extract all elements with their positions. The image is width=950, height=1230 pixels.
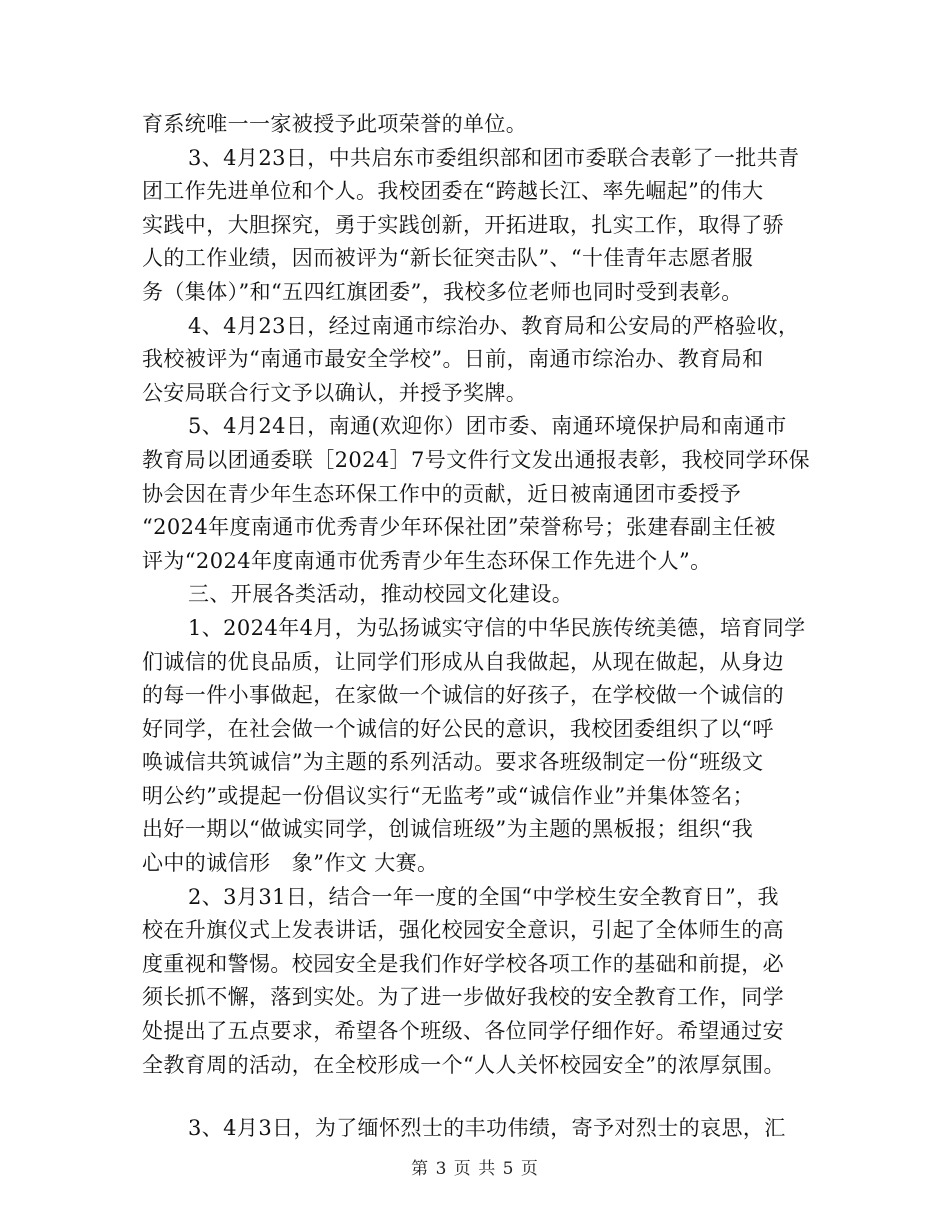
text-line: 育系统唯一一家被授予此项荣誉的单位。 [142,112,528,136]
text-line: 5、4月24日，南通(欢迎你）团市委、南通环境保护局和南通市 [188,414,787,439]
text-line: 好同学，在社会做一个诚信的好公民的意识，我校团委组织了以“呼 [142,716,774,741]
text-line: 3、4月23日，中共启东市委组织部和团市委联合表彰了一批共青 [188,145,800,170]
text-line: 们诚信的优良品质，让同学们形成从自我做起，从现在做起，从身边 [142,649,784,674]
text-line: 协会因在青少年生态环保工作中的贡献，近日被南通团市委授予 [142,481,742,506]
text-line: 全教育周的活动，在全校形成一个“人人关怀校园安全”的浓厚氛围。 [142,1052,785,1077]
text-line: 的每一件小事做起，在家做一个诚信的好孩子，在学校做一个诚信的 [142,683,784,708]
text-line: 实践中，大胆探究，勇于实践创新，开拓进取，扎实工作，取得了骄 [142,212,784,237]
text-line: “2024年度南通市优秀青少年环保社团”荣誉称号；张建春副主任被 [142,515,776,540]
text-line: 处提出了五点要求，希望各个班级、各位同学仔细作好。希望通过安 [142,1019,784,1044]
text-line: 心中的诚信形 象”作文 大赛。 [142,851,439,876]
text-line: 校在升旗仪式上发表讲话，强化校园安全意识，引起了全体师生的高 [142,918,784,943]
text-line: 公安局联合行文予以确认，并授予奖牌。 [142,380,528,405]
section-heading: 三、开展各类活动，推动校园文化建设。 [188,582,574,607]
text-line: 教育局以团通委联［2024］7号文件行文发出通报表彰，我校同学环保 [142,447,811,472]
text-line: 2、3月31日，结合一年一度的全国“中学校生安全教育日”，我 [188,884,779,909]
text-line: 须长抓不懈，落到实处。为了进一步做好我校的安全教育工作，同学 [142,985,784,1010]
text-line: 明公约”或提起一份倡议实行“无监考”或“诚信作业”并集体签名； [142,783,755,808]
text-line: 人的工作业绩，因而被评为“新长征突击队”、“十佳青年志愿者服 [142,246,754,271]
text-line: 1、2024年4月，为弘扬诚实守信的中华民族传统美德，培育同学 [188,615,806,640]
page-number: 第 3 页 共 5 页 [411,1159,539,1179]
text-line: 务（集体）”和“五四红旗团委”，我校多位老师也同时受到表彰。 [142,279,743,304]
text-line: 评为“2024年度南通市优秀青少年生态环保工作先进个人”。 [142,548,712,573]
text-line: 唤诚信共筑诚信”为主题的系列活动。要求各班级制定一份“班级文 [142,750,764,775]
document-body [142,108,812,1146]
text-line: 我校被评为“南通市最安全学校”。日前，南通市综治办、教育局和 [142,347,764,372]
text-line: 度重视和警惕。校园安全是我们作好学校各项工作的基础和前提，必 [142,951,784,976]
text-line: 出好一期以“做诚实同学，创诚信班级”为主题的黑板报；组织“我 [142,817,754,842]
text-line: 团工作先进单位和个人。我校团委在“跨越长江、率先崛起”的伟大 [142,179,764,204]
text-line: 4、4月23日，经过南通市综治办、教育局和公安局的严格验收， [188,313,800,338]
text-line: 3、4月3日，为了缅怀烈士的丰功伟绩，寄予对烈士的哀思，汇 [188,1116,786,1141]
